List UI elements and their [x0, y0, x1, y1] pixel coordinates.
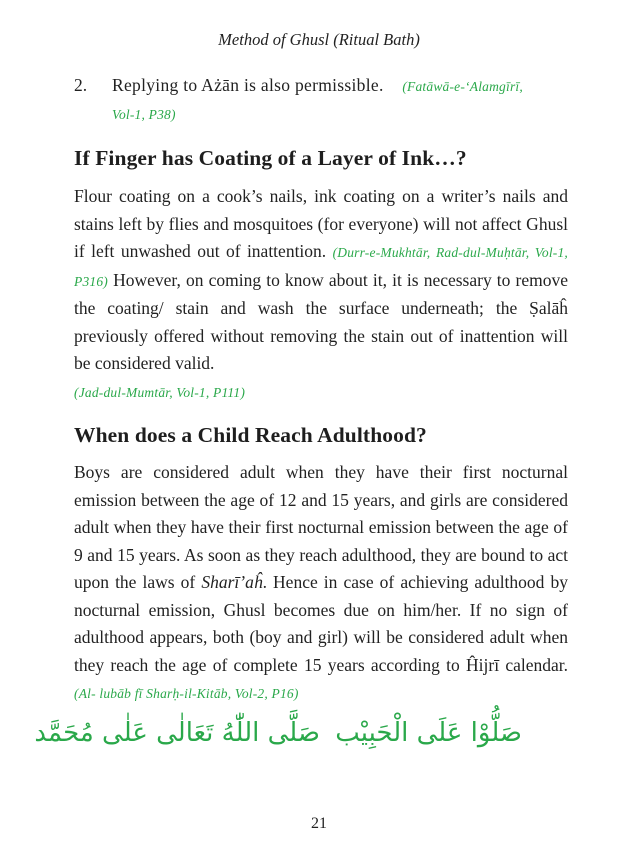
list-item-text: Replying to Ażān is also permissible. — [112, 75, 384, 95]
paragraph-adulthood — [74, 459, 568, 708]
running-header: Method of Ghusl (Ritual Bath) — [218, 30, 420, 49]
salawat-calligraphy-right: صَلُّوْا عَلَی الْحَبِیْب — [335, 718, 522, 748]
italic-term: Sharī’aĥ — [201, 572, 263, 592]
paragraph-text: . Hence in case of achieving adulthood by nocturnal emission, Ghusl becomes due on him/her. If no sign of adulthood appears, both (boy and girl) will be considered adult when they reach the age of complete 15 years according to Ĥijrī calendar. — [74, 572, 568, 675]
paragraph-text: However, on coming to know about it, it is necessary to remove the coating/ stain and wash the surface underneath; the Ṣalāĥ previously offered without removing the stain out of inattention will be considered valid. — [74, 269, 568, 373]
paragraph-text: Flour coating on a cook’s nails, ink coating on a writer’s nails and stains left by flies and mosquitoes (for everyone) will not affect Ghusl if left unwashed out of inattention. — [74, 186, 568, 261]
reference-citation: (Jad-dul-Mumtār, Vol-1, P111) — [74, 384, 246, 400]
reference-citation: (Durr-e-Mukhtār, Rad-dul-Muḥtār, Vol-1, P316) — [74, 245, 569, 289]
salawat-calligraphy-left: صَلَّى اللّٰهُ تَعَالٰی عَلٰی مُحَمَّد — [34, 718, 320, 748]
reference-citation-cont: Vol-1, P38) — [112, 107, 176, 122]
page-number: 21 — [311, 815, 327, 832]
section-heading-adulthood: When does a Child Reach Adulthood? — [74, 423, 427, 447]
reference-citation: (Al- lubāb fī Sharḥ-il-Kitāb, Vol-2, P16) — [74, 686, 299, 701]
section-heading-ink-coating: If Finger has Coating of a Layer of Ink…? — [74, 146, 467, 170]
list-item-2 — [74, 72, 568, 128]
paragraph-ink-coating — [74, 183, 568, 406]
list-item-number: 2. — [74, 75, 88, 95]
paragraph-text: Boys are considered adult when they have their first nocturnal emission between the age of 12 and 15 years, and girls are considered adult when they have their first nocturnal emission between the age of 9 and 15 years. As soon as they reach adulthood, they are bound to act upon the laws of — [74, 462, 568, 592]
reference-citation: (Fatāwā-e-‘Alamgīrī, — [402, 79, 523, 94]
